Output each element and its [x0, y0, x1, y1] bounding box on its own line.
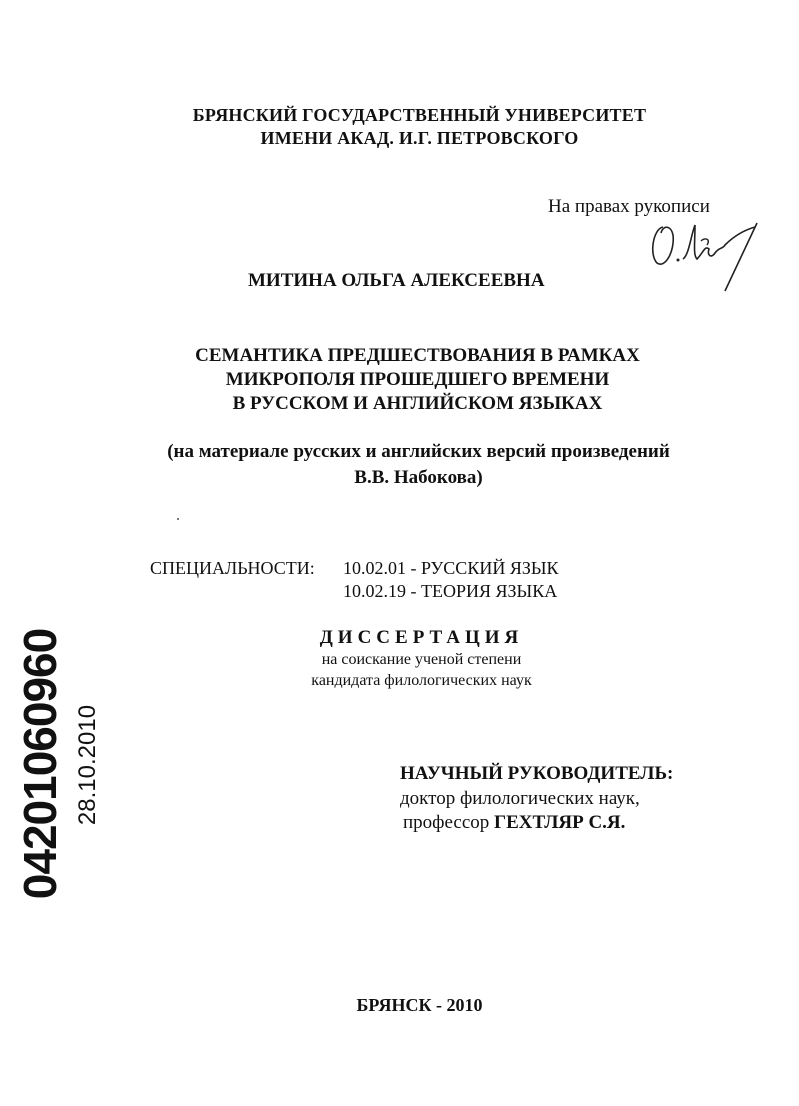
- degree-line-1: на соискание ученой степени: [321, 651, 522, 668]
- author-name: МИТИНА ОЛЬГА АЛЕКСЕЕВНА: [248, 270, 545, 291]
- university-line-1: БРЯНСКИЙ ГОСУДАРСТВЕННЫЙ УНИВЕРСИТЕТ: [192, 105, 647, 125]
- handwritten-signature: [645, 215, 765, 295]
- advisor-name: ГЕХТЛЯР С.Я.: [494, 812, 626, 833]
- library-stamp-number: 04201060960: [14, 628, 66, 900]
- library-stamp-date: 28.10.2010: [74, 704, 101, 826]
- rights-note: На правах рукописи: [548, 196, 710, 217]
- title-line-3: В РУССКОМ И АНГЛИЙСКОМ ЯЗЫКАХ: [232, 393, 603, 414]
- specialties-label: СПЕЦИАЛЬНОСТИ:: [150, 558, 315, 578]
- university-header: [20, 104, 799, 150]
- advisor-title: профессор: [403, 812, 490, 833]
- title-line-2: МИКРОПОЛЯ ПРОШЕДШЕГО ВРЕМЕНИ: [225, 369, 610, 390]
- dissertation-subtitle: [19, 439, 799, 491]
- dissertation-type: ДИССЕРТАЦИЯ: [319, 627, 524, 648]
- subtitle-line-2: В.В. Набокова): [354, 467, 483, 488]
- scan-speck: [177, 518, 179, 520]
- city-year: БРЯНСК - 2010: [356, 995, 483, 1015]
- specialty-item: 10.02.01 - РУССКИЙ ЯЗЫК: [343, 558, 559, 578]
- advisor-degree: доктор филологических наук,: [400, 788, 640, 809]
- title-line-1: СЕМАНТИКА ПРЕДШЕСТВОВАНИЯ В РАМКАХ: [195, 345, 640, 366]
- university-line-2: ИМЕНИ АКАД. И.Г. ПЕТРОВСКОГО: [260, 128, 579, 148]
- advisor-title-name: [403, 812, 625, 834]
- degree-line-2: кандидата филологических наук: [311, 672, 532, 689]
- advisor-label: НАУЧНЫЙ РУКОВОДИТЕЛЬ:: [400, 763, 674, 784]
- subtitle-line-1: (на материале русских и английских версий произведений: [167, 441, 670, 462]
- specialty-item: 10.02.19 - ТЕОРИЯ ЯЗЫКА: [343, 581, 558, 601]
- dissertation-title: [18, 344, 799, 416]
